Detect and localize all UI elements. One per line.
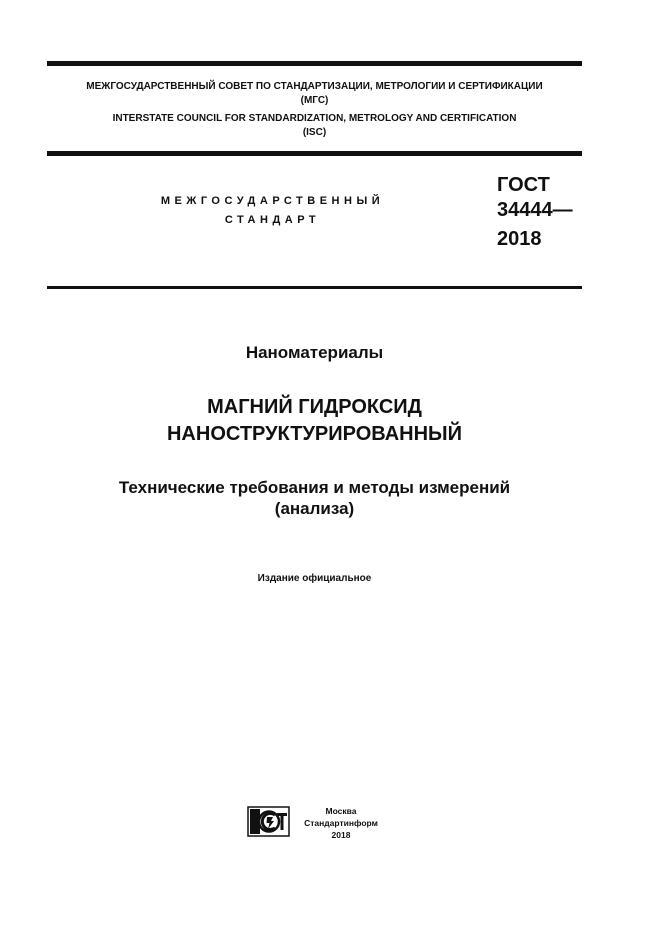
council-name-russian (47, 80, 582, 108)
document-title-line1: МАГНИЙ ГИДРОКСИД (207, 396, 422, 418)
standard-kind-line1: МЕЖГОСУДАРСТВЕННЫЙ (160, 195, 385, 207)
gost-number: 34444— (497, 199, 573, 221)
council-name-english (47, 112, 582, 140)
council-name-russian-line1: МЕЖГОСУДАРСТВЕННЫЙ СОВЕТ ПО СТАНДАРТИЗАЦИИ, МЕТРОЛОГИИ И СЕРТИФИКАЦИИ (86, 81, 543, 92)
middle-divider (47, 151, 582, 156)
document-subtitle-line2: (анализа) (274, 499, 355, 518)
council-abbreviation-russian: (МГС) (300, 95, 329, 106)
standard-kind-line2: СТАНДАРТ (224, 214, 321, 226)
edition-note: Издание официальное (257, 573, 372, 584)
gost-label: ГОСТ (497, 174, 550, 196)
bottom-divider (47, 286, 582, 289)
imprint-city: Москва (325, 806, 357, 816)
imprint-publisher: Стандартинформ (304, 818, 378, 828)
document-title-line2: НАНОСТРУКТУРИРОВАННЫЙ (166, 423, 462, 445)
document-subtitle-line1: Технические требования и методы измерений (118, 478, 511, 497)
imprint-year: 2018 (331, 830, 351, 840)
standartinform-logo-icon (247, 806, 290, 837)
top-divider (47, 61, 582, 66)
council-name-english-line1: INTERSTATE COUNCIL FOR STANDARDIZATION, METROLOGY AND CERTIFICATION (112, 113, 517, 124)
document-category: Наноматериалы (245, 343, 384, 362)
gost-year: 2018 (497, 228, 542, 250)
council-abbreviation-english: (ISC) (302, 127, 327, 138)
